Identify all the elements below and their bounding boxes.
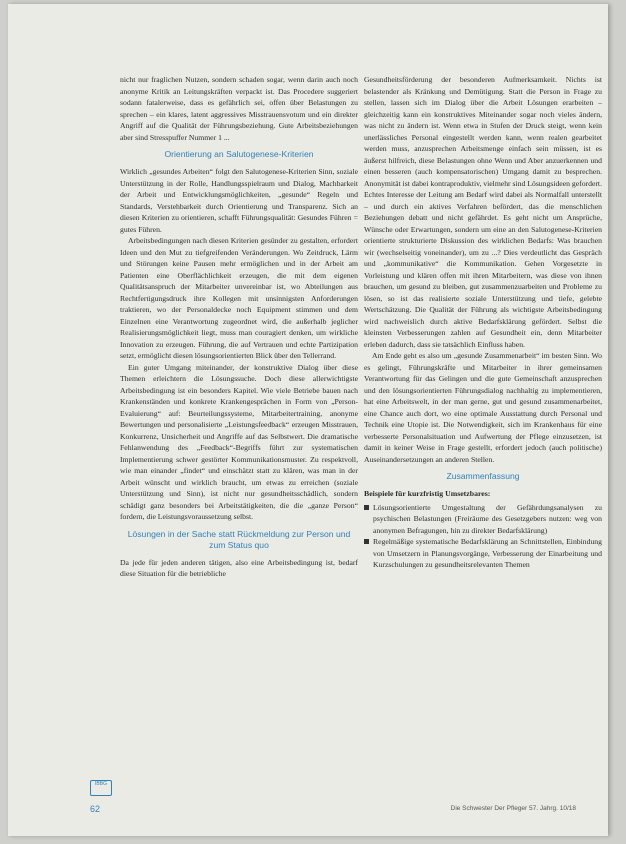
magazine-page bbox=[8, 4, 608, 836]
list-item: Lösungsorientierte Umgestaltung der Gefährdungsanalysen zu psychischen Belastungen (Freiräume des Gesetzgebers nutzen: weg von anonymen Befragungen, hin zu direkter Bedarfsklärung) bbox=[364, 502, 602, 537]
paragraph: Arbeitsbedingungen nach diesen Kriterien gesünder zu gestalten, erfordert Ideen und den Mut zu tiefgreifenden Veränderungen. Wo Zeitdruck, Lärm und Störungen keine Pausen mehr ermöglichen und in der Arbeit am Patienten eine Oberflächlichkeit erzeugen, die mit dem eigenen Qualitätsanspruch der Mitarbeiter unvereinbar ist, wo Abteilungen aus Rechtfertigungsdruck ihre Kollegen mit unsinnigsten Anforderungen traktieren, wo der Personaldecke noch Equipment stimmen und dem Einzelnen eine Verantwortung zugeordnet wird, die außerhalb jeglicher Realisierungsmöglichkeit liegt, muss man couragiert denken, um wirkliche Innovation zu erzeugen. Führung, die auf Vertrauen und echte Partizipation setzt, ermöglicht diesen lösungsorientierten Blick über den Tellerrand. bbox=[120, 236, 358, 360]
paragraph: Ein guter Umgang miteinander, der konstruktive Dialog über diese Themen erleichtern die Lösungssuche. Doch diese allerwichtigste Arbeitsbedingung ist ein besonders Kapitel. Wie viele Betriebe bauen nach Krankenständen und konkrete Krankengesprächen in Form von „Person-Evaluierung“ auf: Beurteilungssysteme, Mitarbeitertraining, anonyme Bewertungen und personalisierte „Leistungsfeedback“ erzeugen Misstrauen, Konkurrenz, Unsicherheit und Angriffe auf das Selbstwert. Die dramatische Fehlanwendung des „Feedback“-Begriffs führt zur systematischen Implementierung schwer gestörter Kommunikationsmuster. Zu respektvoll, wie man einander „findet“ und einschätzt statt zu klären, was man in der Arbeit wünscht und wirklich braucht, um etwas zu erreichen (soziale Unterstützung und Sinn), ist nicht nur gesundheitsschädlich, sondern schädigt ganz besonders bei Arbeitstätigkeiten, die die „ganze Person“ fordern, die Leistungsvoraussetzung selbst. bbox=[120, 362, 358, 521]
publication-source: Die Schwester Der Pfleger 57. Jahrg. 10/18 bbox=[450, 805, 576, 812]
paragraph: Da jede für jeden anderen tätigen, also eine Arbeitsbedingung ist, bedarf diese Situation für die betriebliche bbox=[120, 557, 358, 578]
section-heading: Lösungen in der Sache statt Rückmeldung zur Person und zum Status quo bbox=[127, 528, 351, 550]
bullet-list bbox=[364, 502, 602, 571]
subheading: Beispiele für kurzfristig Umsetzbares: bbox=[364, 489, 491, 498]
paragraph: Am Ende geht es also um „gesunde Zusammenarbeit“ im besten Sinn. Wo es gelingt, Führungskräfte und Mitarbeiter in ihrer gemeinsamen Verantwortung für das Gelingen und die gute Gemeinschaft anzusprechen und den lösungsorientierten Führungsdialog nachhaltig zu implementieren, hat eine Arbeitswelt, in der man gerne, gut und gesund zusammenarbeitet, eine Chance auch dort, wo eine optimale Ausstattung durch Personal und Technik eine Utopie ist. Die Notwendigkeit, sich im Krankenhaus für eine verbesserte Personalsituation und Aufwertung der Pflege einzusetzen, ist damit in keiner Weise in Frage gestellt, erfordert jedoch (auch politische) Auseinandersetzungen an anderen Stellen. bbox=[364, 351, 602, 464]
paragraph: Gesundheitsförderung der besonderen Aufmerksamkeit. Nichts ist belastender als Kränkung und Demütigung. Statt die Person in Frage zu stellen, lassen sich im Dialog über die Arbeit Lösungen erarbeiten – gleichzeitig kann ein konstruktives Miteinander sogar noch vieles ändern, was nicht zu ändern ist. Wenn etwa in Stufen der Druck steigt, wenn kein unerlässliches Personal eingestellt werden kann, wenn realen gearbeitet werden muss, anzusprechen Arbeitsmenge einfach sein müssen, ist es äußerst hilfreich, diese Belastungen ohne Wenn und Aber anzuerkennen und einen besseren (auch kompensatorischen) Umgang damit zu besprechen. Anonymität ist dabei kontraproduktiv, vielmehr sind Lösungsideen gefordert. Echtes Interesse der Leitung am Bedarf wird dabei als Normalfall unterstellt – und durch ein aktives Verfahren befördert, das die menschlichen Beziehungen debatt und nicht gefährdet. Es geht nicht um Ansprüche, Wünsche oder Erwartungen, sondern um eine an den Salutogenese-Kriterien orientierte strukturierte Diskussion des wirklichen Bedarfs: Was brauchen wir (wechselseitig voneinander), um zu ...? Dies verdeutlicht das Gespräch und „kommunikative“ die Kommunikation. Gehen Vorgesetzte in Vorleistung und klären offen mit ihren Mitarbeitern, was diese von ihnen brauchen, um gesund zu bleiben, gut zusammenzuarbeiten und Probleme zu lösen, so ist das realisierte soziale Unterstützung und tiefe, gelebte Wertschätzung. Die Qualität der Führung als wichtigste Arbeitsbedingung wird nachweislich durch aktive Bedarfsklärung gefördert. Selbst die kleinsten Verbesserungen zahlen auf Gesundheit ein, denn Mitarbeiter erleben dadurch, dass sie tatsächlich Einfluss haben. bbox=[364, 75, 602, 349]
section-heading: Orientierung an Salutogenese-Kriterien bbox=[164, 149, 314, 159]
list-item: Regelmäßige systematische Bedarfsklärung an Schnittstellen, Einbindung von Umsetzern in Planungsvorgänge, Verbesserung der Einarbeitung und Kurzschulungen zu gesundheitsrelevanten Themen bbox=[364, 536, 602, 571]
right-column bbox=[364, 74, 602, 571]
left-column bbox=[120, 74, 358, 580]
section-heading: Zusammenfassung bbox=[446, 471, 520, 481]
paragraph: nicht nur fraglichen Nutzen, sondern schaden sogar, wenn darin auch noch anonyme Kritik an Leitungskräften verpackt ist. Das Procedere suggeriert sodann fatalerweise, dass es gefährlich sei, offen über Belastungen zu sprechen – ein klares, latent aggressives Misstrauensvotum und ein direkter Angriff auf die Qualität der Führungsbeziehung. Gute Arbeitsbeziehungen aber sind Stresspuffer Nummer 1 ... bbox=[120, 75, 358, 142]
publisher-logo: IBBG bbox=[90, 780, 112, 796]
page-number: 62 bbox=[90, 804, 101, 814]
paragraph: Wirklich „gesundes Arbeiten“ folgt den Salutogenese-Kriterien Sinn, soziale Unterstützung in der Rolle, Handlungsspielraum und Dialog, Machbarkeit der Arbeit und Entwicklungsmöglichkeiten, „gesunde“ Regeln und Standards, Verstehbarkeit durch Orientierung und Transparenz. Sich an diesen Kriterien zu orientieren, schafft Führungsqualität: Gesundes Führen = gutes Führen. bbox=[120, 167, 358, 234]
